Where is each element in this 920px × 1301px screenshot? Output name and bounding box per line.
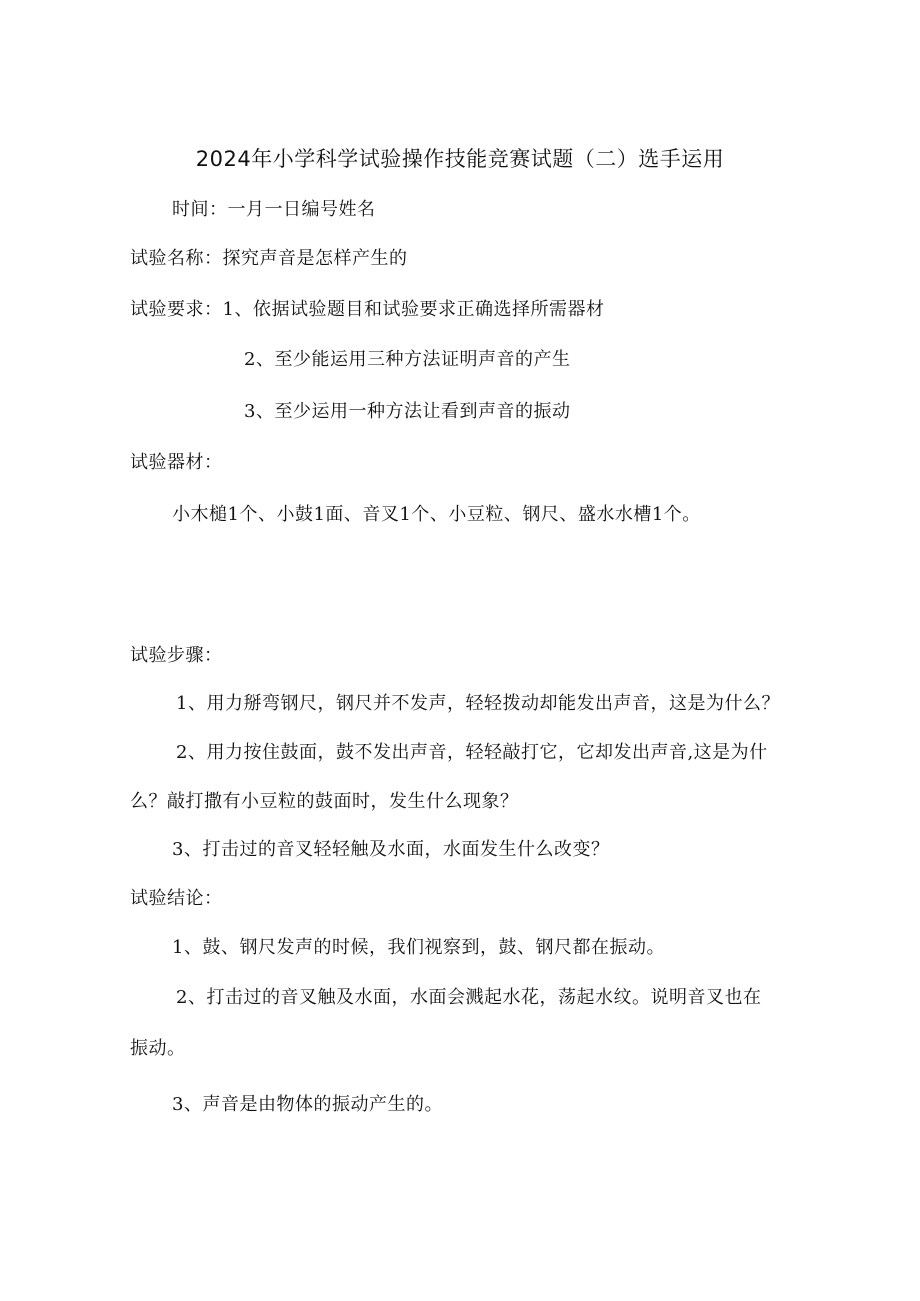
step-3: 3、打击过的音叉轻轻触及水面，水面发生什么改变？ bbox=[172, 839, 610, 860]
requirement-2: 2、至少能运用三种方法证明声音的产生 bbox=[244, 349, 571, 370]
document-title: 2024年小学科学试验操作技能竞赛试题（二）选手运用 bbox=[195, 147, 725, 171]
conclusion-1: 1、鼓、钢尺发声的时候，我们视察到，鼓、钢尺都在振动。 bbox=[172, 937, 665, 958]
step-2-line-1: 2、用力按住鼓面，鼓不发出声音，轻轻敲打它，它却发出声音,这是为什 bbox=[176, 742, 768, 763]
step-1: 1、用力掰弯钢尺，钢尺并不发声，轻轻拨动却能发出声音，这是为什么？ bbox=[176, 693, 780, 714]
materials-list: 小木槌1个、小鼓1面、音叉1个、小豆粒、钢尺、盛水水槽1个。 bbox=[172, 504, 701, 525]
meta-line: 时间：一月一日编号姓名 bbox=[172, 199, 376, 220]
conclusion-2-line-1: 2、打击过的音叉触及水面，水面会溅起水花，荡起水纹。说明音叉也在 bbox=[176, 987, 762, 1008]
conclusion-label: 试验结论： bbox=[130, 888, 223, 909]
requirement-1: 试验要求：1、依据试验题目和试验要求正确选择所需器材 bbox=[130, 299, 605, 320]
conclusion-3: 3、声音是由物体的振动产生的。 bbox=[172, 1094, 443, 1115]
requirement-3: 3、至少运用一种方法让看到声音的振动 bbox=[244, 401, 571, 422]
steps-label: 试验步骤： bbox=[130, 645, 223, 666]
conclusion-2-line-2: 振动。 bbox=[130, 1038, 186, 1059]
materials-label: 试验器材： bbox=[130, 452, 223, 473]
step-2-line-2: 么？敲打撒有小豆粒的鼓面时，发生什么现象？ bbox=[130, 791, 519, 812]
experiment-name: 试验名称：探究声音是怎样产生的 bbox=[130, 248, 408, 269]
